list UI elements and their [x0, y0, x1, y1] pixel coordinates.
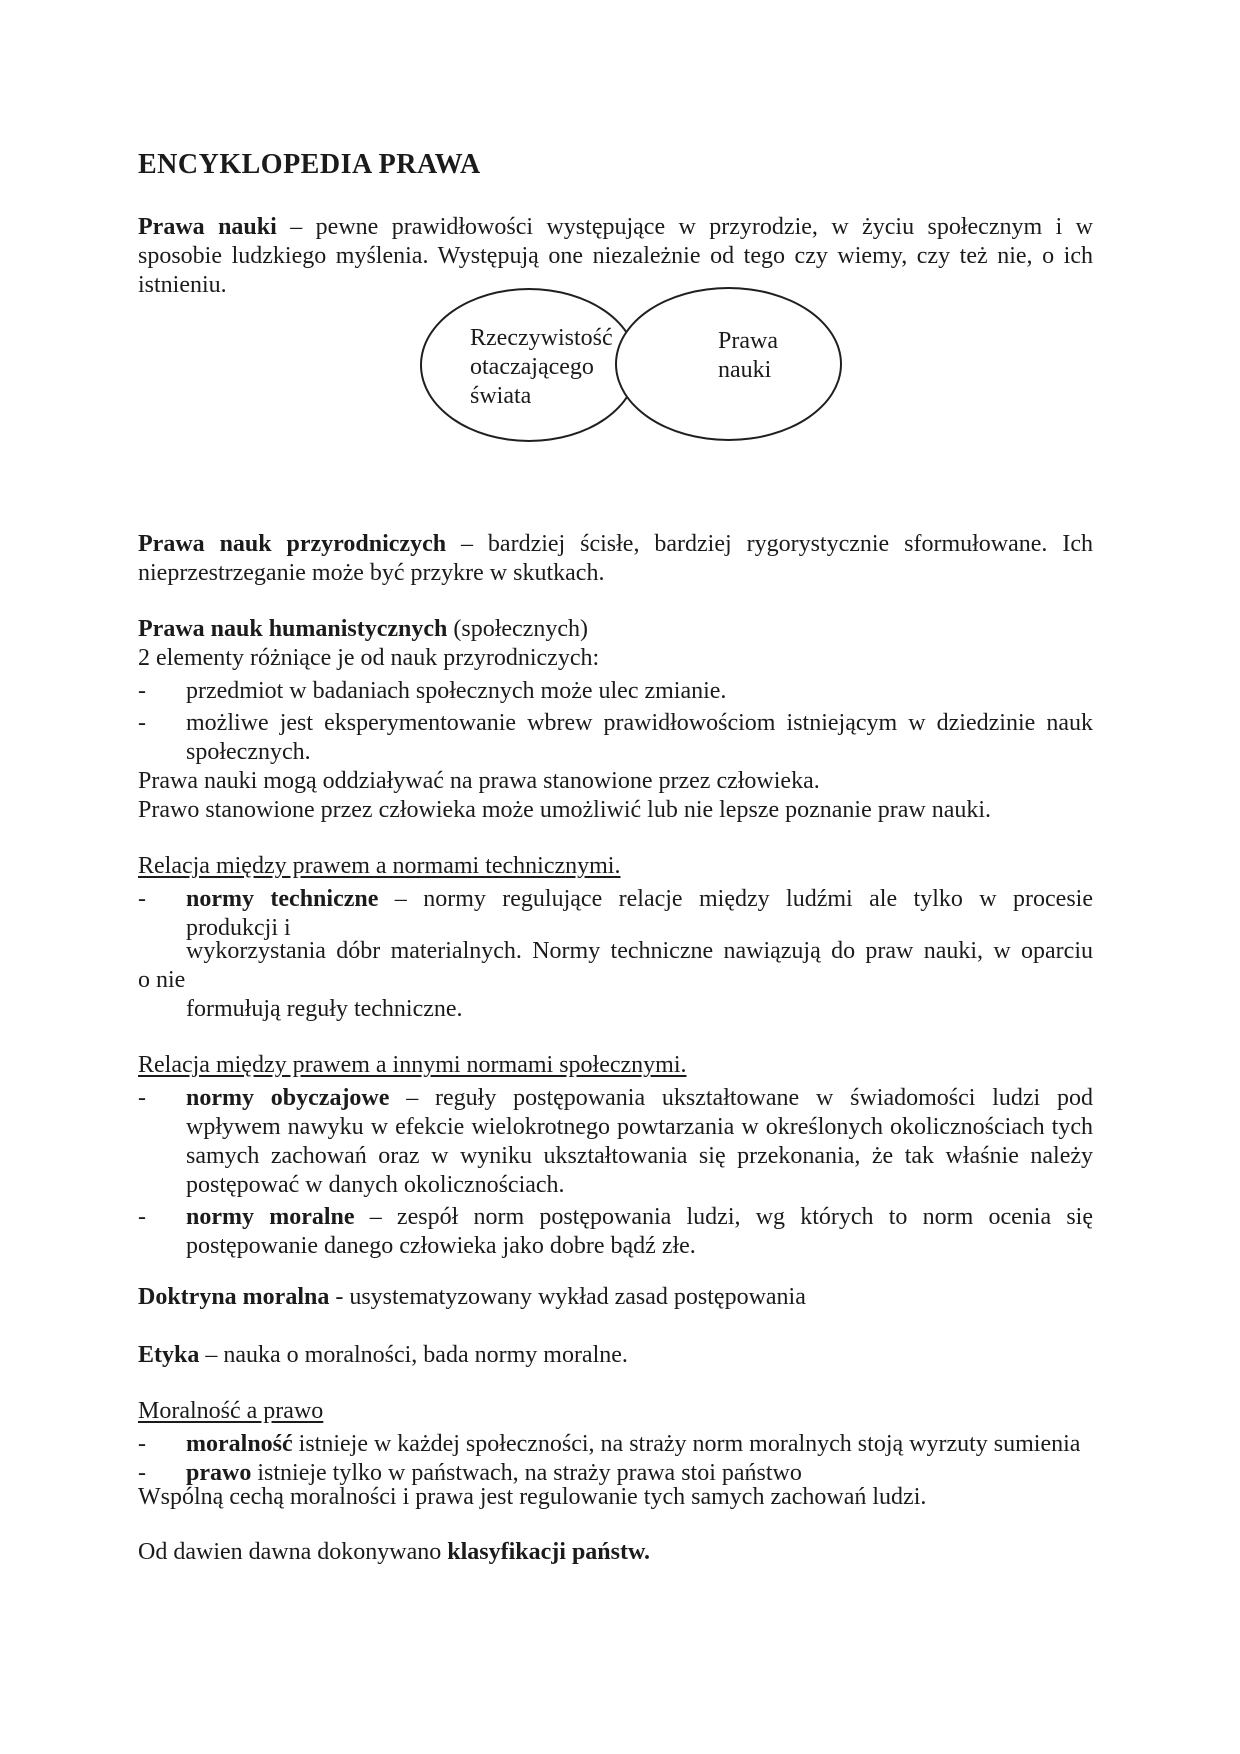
technical-bullet-lead: normy techniczne	[186, 886, 379, 912]
intro-paragraph	[138, 213, 1093, 300]
customary-norms-lead: normy obyczajowe	[186, 1085, 390, 1111]
law-lead: prawo	[186, 1460, 252, 1486]
bullet-dash: -	[138, 1431, 146, 1457]
intro-text: – pewne prawidłowości występujące w przyrodzie, w życiu społecznym i w sposobie ludzkiego myślenia. Występują one niezależnie od tego czy wiemy, czy też nie, o ich istnieniu.	[138, 214, 1094, 298]
humanities-lead: Prawa nauk humanistycznych	[138, 616, 448, 642]
humanities-bullet-2-text: możliwe jest eksperymentowanie wbrew prawidłowościom istniejącym w dziedzinie nauk społecznych.	[186, 710, 1093, 765]
natural-sciences-paragraph	[138, 530, 1093, 588]
bullet-dash: -	[138, 886, 146, 912]
venn-diagram	[138, 288, 1093, 442]
closing-paragraph	[138, 1538, 1093, 1567]
technical-bullet-line-1	[186, 885, 1093, 914]
doctrine-paragraph	[138, 1283, 1093, 1312]
closing-bold: klasyfikacji państw.	[447, 1539, 650, 1565]
humanities-bullet-2	[138, 709, 1093, 767]
social-bullet-customary-text	[186, 1084, 1093, 1200]
intro-lead: Prawa nauki	[138, 214, 277, 240]
ethics-lead: Etyka	[138, 1342, 200, 1368]
bullet-dash: -	[138, 1204, 146, 1230]
humanities-heading	[138, 615, 1093, 644]
bullet-dash: -	[138, 678, 146, 704]
document-content	[138, 0, 1093, 1567]
humanities-bullet-1-text: przedmiot w badaniach społecznych może ulec zmianie.	[186, 678, 727, 704]
doctrine-lead: Doktryna moralna	[138, 1284, 330, 1310]
bullet-dash: -	[138, 1460, 146, 1486]
bullet-dash: -	[138, 710, 146, 736]
technical-continuation-3: formułują reguły techniczne.	[186, 996, 463, 1022]
humanities-note-2: Prawo stanowione przez człowieka może umożliwić lub nie lepsze poznanie praw nauki.	[138, 797, 992, 823]
natural-sciences-text: – bardziej ścisłe, bardziej rygorystycznie sformułowane. Ich nieprzestrzeganie może być przykre w skutkach.	[138, 531, 1093, 586]
closing-text: Od dawien dawna dokonywano	[138, 1539, 448, 1565]
social-bullet-moral-text	[186, 1203, 1093, 1261]
social-bullet-moral	[138, 1203, 1093, 1261]
left-ellipse-label: Rzeczywistość otaczającego świata	[470, 325, 613, 409]
humanities-bullet-1	[138, 677, 1093, 706]
moral-norms-lead: normy moralne	[186, 1204, 355, 1230]
morality-bullet	[138, 1430, 1093, 1459]
technical-bullet-line-2: produkcji i	[186, 915, 291, 941]
morality-lead: moralność	[186, 1431, 293, 1457]
humanities-suffix: (społecznych)	[447, 616, 588, 642]
bullet-dash: -	[138, 1085, 146, 1111]
technical-continuation-2: o nie	[138, 967, 186, 993]
humanities-intro-line: 2 elementy różniące je od nauk przyrodniczych:	[138, 645, 600, 671]
right-ellipse-label: Prawa nauki	[718, 328, 778, 383]
morality-law-note: Wspólną cechą moralności i prawa jest regulowanie tych samych zachowań ludzi.	[138, 1484, 927, 1510]
law-text: istnieje tylko w państwach, na straży prawa stoi państwo	[251, 1460, 802, 1486]
morality-text: istnieje w każdej społeczności, na straży norm moralnych stoją wyrzuty sumienia	[292, 1431, 1081, 1457]
technical-bullet-text: – normy regulujące relacje między ludźmi ale tylko w procesie	[378, 886, 1093, 912]
ethics-text: – nauka o moralności, bada normy moralne.	[199, 1342, 628, 1368]
ethics-paragraph	[138, 1341, 1093, 1370]
social-norms-heading: Relacja między prawem a innymi normami społecznymi.	[138, 1052, 687, 1078]
moral-norms-text: – zespół norm postępowania ludzi, wg których to norm ocenia się postępowanie danego człowieka jako dobre bądź złe.	[186, 1204, 1093, 1259]
customary-norms-text: – reguły postępowania ukształtowane w świadomości ludzi pod wpływem nawyku w efekcie wielokrotnego powtarzania w określonych okolicznościach tych samych zachowań oraz w wyniku ukształtowania się przekonania, że tak właśnie należy postępować w danych okolicznościach.	[186, 1085, 1093, 1198]
technical-continuation-1: wykorzystania dóbr materialnych. Normy techniczne nawiązują do praw nauki, w oparciu	[186, 938, 1093, 964]
technical-norms-heading: Relacja między prawem a normami technicznymi.	[138, 853, 621, 879]
humanities-note-1: Prawa nauki mogą oddziaływać na prawa stanowione przez człowieka.	[138, 768, 820, 794]
morality-bullet-text	[186, 1430, 1093, 1459]
social-bullet-customary	[138, 1084, 1093, 1200]
doctrine-text: - usystematyzowany wykład zasad postępowania	[329, 1284, 806, 1310]
technical-norms-bullet	[138, 885, 1093, 943]
natural-sciences-lead: Prawa nauk przyrodniczych	[138, 531, 447, 557]
page-title: ENCYKLOPEDIA PRAWA	[138, 149, 481, 180]
morality-law-heading: Moralność a prawo	[138, 1398, 324, 1424]
